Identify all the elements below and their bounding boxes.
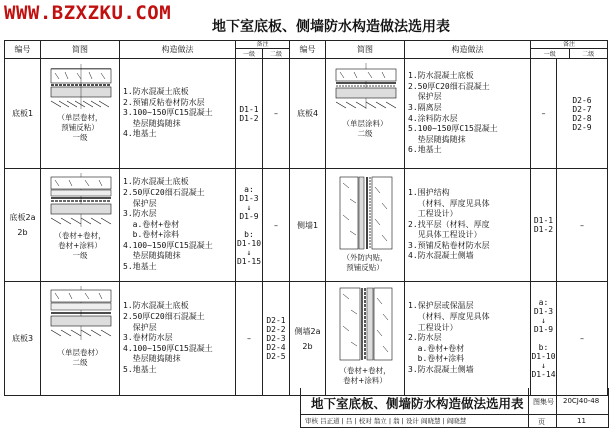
page-label: 页 xyxy=(538,418,545,426)
level1-codes: D1-1 D1-2 xyxy=(236,59,263,169)
construction-code: 侧墙2a 2b xyxy=(290,282,326,396)
header-row xyxy=(5,41,608,59)
level1-codes: – xyxy=(236,282,263,396)
level1-codes: a: D1-3 ↓ D1-9 b: D1-10 ↓ D1-15 xyxy=(236,169,263,282)
level2-codes: – xyxy=(263,169,290,282)
sketch-side-wall: （卷材+卷材， 卷材+涂料） xyxy=(326,282,405,396)
sheet-title: 地下室底板、侧墙防水构造做法选用表 xyxy=(212,19,450,35)
atlas-label: 图集号 xyxy=(533,398,554,406)
selection-table xyxy=(4,40,608,396)
title-block-title: 地下室底板、侧墙防水构造做法选用表 xyxy=(311,396,524,411)
level2-codes: D2-1 D2-2 D2-3 D2-4 D2-5 xyxy=(263,282,290,396)
construction-code: 底板2a 2b xyxy=(5,169,41,282)
table-row xyxy=(5,169,608,282)
construction-method: 1.防水混凝土底板 2.50厚C20细石混凝土 保护层 3.卷材防水层 4.100~150厚C15混凝土 垫层随捣随抹 5.地基土 xyxy=(120,282,236,396)
sketch-floor-slab: （单层卷材， 预铺反粘） 一级 xyxy=(41,59,120,169)
sketch-side-wall: （外防内贴， 预铺反贴） xyxy=(326,169,405,282)
title-block xyxy=(300,388,609,428)
header-method: 构造做法 xyxy=(405,41,531,59)
construction-code: 底板4 xyxy=(290,59,326,169)
signature-row: 审核 吕正道 | 吕 | 校对 翁立 | 翁 | 设计 阎晓慧 | 阎晓慧 xyxy=(305,417,467,425)
construction-method: 1.防水混凝土底板 2.50厚C20细石混凝土 保护层 3.防水层 a.卷材+卷材 b.卷材+涂料 4.100~150厚C15混凝土 垫层随捣随抹 5.地基土 xyxy=(120,169,236,282)
atlas-number: 20CJ40-48 xyxy=(563,397,600,405)
header-code: 编号 xyxy=(5,41,41,59)
watermark-url: WWW.BZXZKU.COM xyxy=(4,2,172,24)
level2-codes: – xyxy=(263,59,290,169)
construction-code: 底板3 xyxy=(5,282,41,396)
table-row xyxy=(5,59,608,169)
construction-code: 侧墙1 xyxy=(290,169,326,282)
header-remarks: 备注 一级 二级 xyxy=(531,41,608,59)
page-number: 11 xyxy=(577,417,586,425)
construction-method: 1.防水混凝土底板 2.50厚C20细石混凝土 保护层 3.隔离层 4.涂料防水层 5.100~150厚C15混凝土 垫层随捣随抹 6.地基土 xyxy=(405,59,531,169)
header-remarks: 备注 一级 二级 xyxy=(236,41,290,59)
sketch-floor-slab: （卷材+卷材， 卷材+涂料） 一级 xyxy=(41,169,120,282)
construction-method: 1.保护层或保温层 （材料、厚度见具体 工程设计） 2.防水层 a.卷材+卷材 b.卷材+涂料 3.防水混凝土侧墙 xyxy=(405,282,531,396)
level1-codes: D1-1 D1-2 xyxy=(531,169,557,282)
construction-code: 底板1 xyxy=(5,59,41,169)
header-sketch: 简图 xyxy=(41,41,120,59)
header-code: 编号 xyxy=(290,41,326,59)
sketch-floor-slab: （单层卷材） 二级 xyxy=(41,282,120,396)
sketch-floor-slab: （单层涂料） 二级 xyxy=(326,59,405,169)
level1-codes: a: D1-3 ↓ D1-9 b: D1-10 ↓ D1-14 xyxy=(531,282,557,396)
table-row xyxy=(5,282,608,396)
header-method: 构造做法 xyxy=(120,41,236,59)
level1-codes: – xyxy=(531,59,557,169)
construction-method: 1.防水混凝土底板 2.预铺反粘卷材防水层 3.100~150厚C15混凝土 垫层随捣随抹 4.地基土 xyxy=(120,59,236,169)
construction-method: 1.围护结构 （材料、厚度见具体 工程设计） 2.找平层（材料、厚度 见具体工程设计） 3.预铺反粘卷材防水层 4.防水混凝土侧墙 xyxy=(405,169,531,282)
level2-codes: – xyxy=(557,282,608,396)
level2-codes: – xyxy=(557,169,608,282)
level2-codes: D2-6 D2-7 D2-8 D2-9 xyxy=(557,59,608,169)
header-sketch: 简图 xyxy=(326,41,405,59)
